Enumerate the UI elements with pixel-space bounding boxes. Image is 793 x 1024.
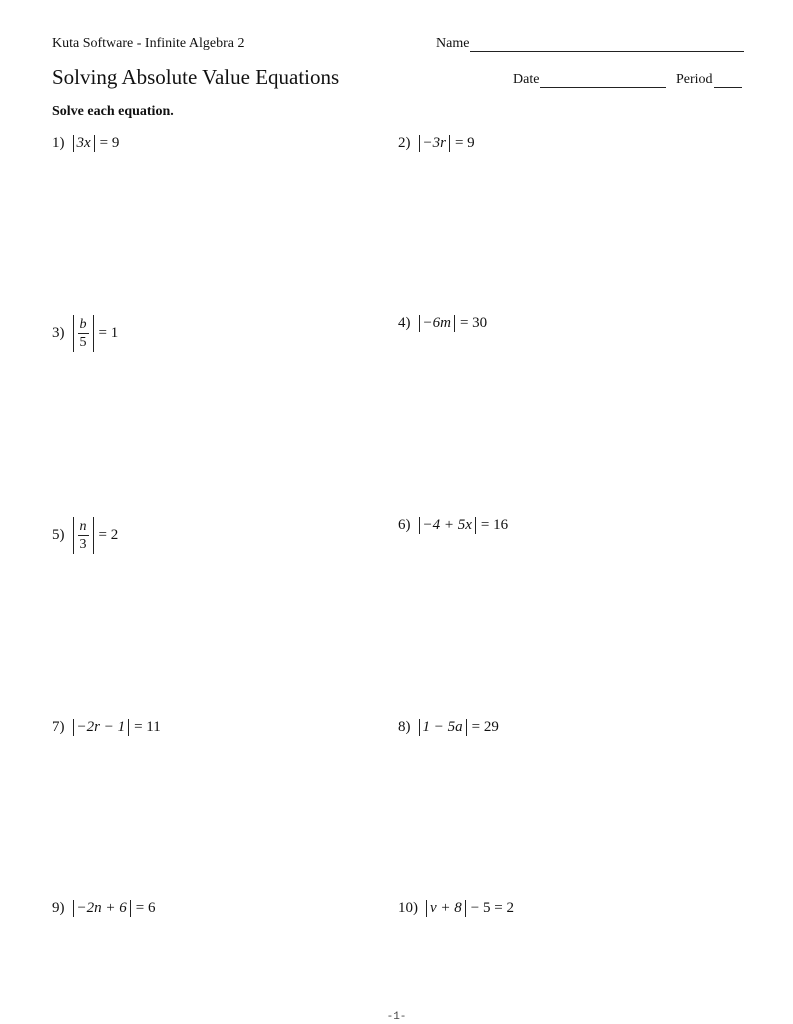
fraction-denominator: 3 — [79, 537, 87, 552]
fraction — [78, 518, 89, 553]
name-blank-line[interactable] — [470, 37, 744, 52]
equation-rest: = 1 — [98, 325, 119, 341]
problem-8 — [398, 719, 499, 736]
equation-rest: = 2 — [98, 527, 119, 543]
equation-rest: = 11 — [134, 719, 161, 735]
problem-number: 6) — [398, 517, 411, 533]
problem-7 — [52, 719, 161, 736]
date-blank-line[interactable] — [540, 73, 666, 88]
problem-number: 8) — [398, 719, 411, 735]
name-field[interactable] — [436, 36, 744, 52]
abs-expression: 3x — [76, 135, 91, 151]
abs-expression: v + 8 — [430, 900, 462, 916]
equation-rest: = 6 — [135, 900, 156, 916]
absolute-value-bars — [73, 719, 130, 736]
date-label: Date — [513, 72, 540, 87]
equation-rest: = 16 — [480, 517, 509, 533]
abs-expression: −6m — [422, 315, 451, 331]
period-blank-line[interactable] — [714, 73, 742, 88]
fraction-numerator: n — [79, 519, 87, 534]
abs-expression: −4 + 5x — [422, 517, 472, 533]
absolute-value-bars — [73, 135, 95, 152]
absolute-value-bars — [73, 900, 131, 917]
name-label: Name — [436, 36, 470, 51]
problem-6 — [398, 517, 508, 534]
absolute-value-bars — [419, 315, 455, 332]
absolute-value-bars — [419, 135, 450, 152]
problem-number: 9) — [52, 900, 65, 916]
equation-rest: = 30 — [459, 315, 488, 331]
problem-number: 1) — [52, 135, 65, 151]
page-number: -1- — [386, 1011, 407, 1023]
problem-10 — [398, 900, 514, 917]
equation-rest: = 9 — [454, 135, 475, 151]
abs-expression: 1 − 5a — [422, 719, 463, 735]
absolute-value-bars — [73, 315, 94, 352]
problem-number: 4) — [398, 315, 411, 331]
absolute-value-bars — [419, 719, 467, 736]
problem-number: 3) — [52, 325, 65, 341]
fraction-denominator: 5 — [79, 335, 87, 350]
abs-expression: −3r — [422, 135, 446, 151]
publisher-line: Kuta Software - Infinite Algebra 2 — [52, 36, 245, 51]
problem-5 — [52, 517, 118, 554]
period-label: Period — [676, 72, 713, 87]
fraction-numerator: b — [79, 317, 87, 332]
worksheet-title: Solving Absolute Value Equations — [52, 65, 340, 89]
problem-9 — [52, 900, 155, 917]
problem-4 — [398, 315, 487, 332]
equation-rest: − 5 = 2 — [470, 900, 514, 916]
problem-number: 5) — [52, 527, 65, 543]
abs-expression: −2r − 1 — [76, 719, 126, 735]
problem-2 — [398, 135, 475, 152]
absolute-value-bars — [73, 517, 94, 554]
absolute-value-bars — [426, 900, 466, 917]
problem-3 — [52, 315, 118, 352]
instructions: Solve each equation. — [52, 104, 174, 119]
equation-rest: = 9 — [99, 135, 120, 151]
period-field[interactable] — [676, 72, 742, 88]
absolute-value-bars — [419, 517, 476, 534]
problem-1 — [52, 135, 119, 152]
date-field[interactable] — [513, 72, 666, 88]
problem-number: 7) — [52, 719, 65, 735]
problem-number: 10) — [398, 900, 418, 916]
problem-number: 2) — [398, 135, 411, 151]
fraction — [78, 316, 89, 351]
abs-expression: −2n + 6 — [76, 900, 127, 916]
equation-rest: = 29 — [471, 719, 499, 735]
